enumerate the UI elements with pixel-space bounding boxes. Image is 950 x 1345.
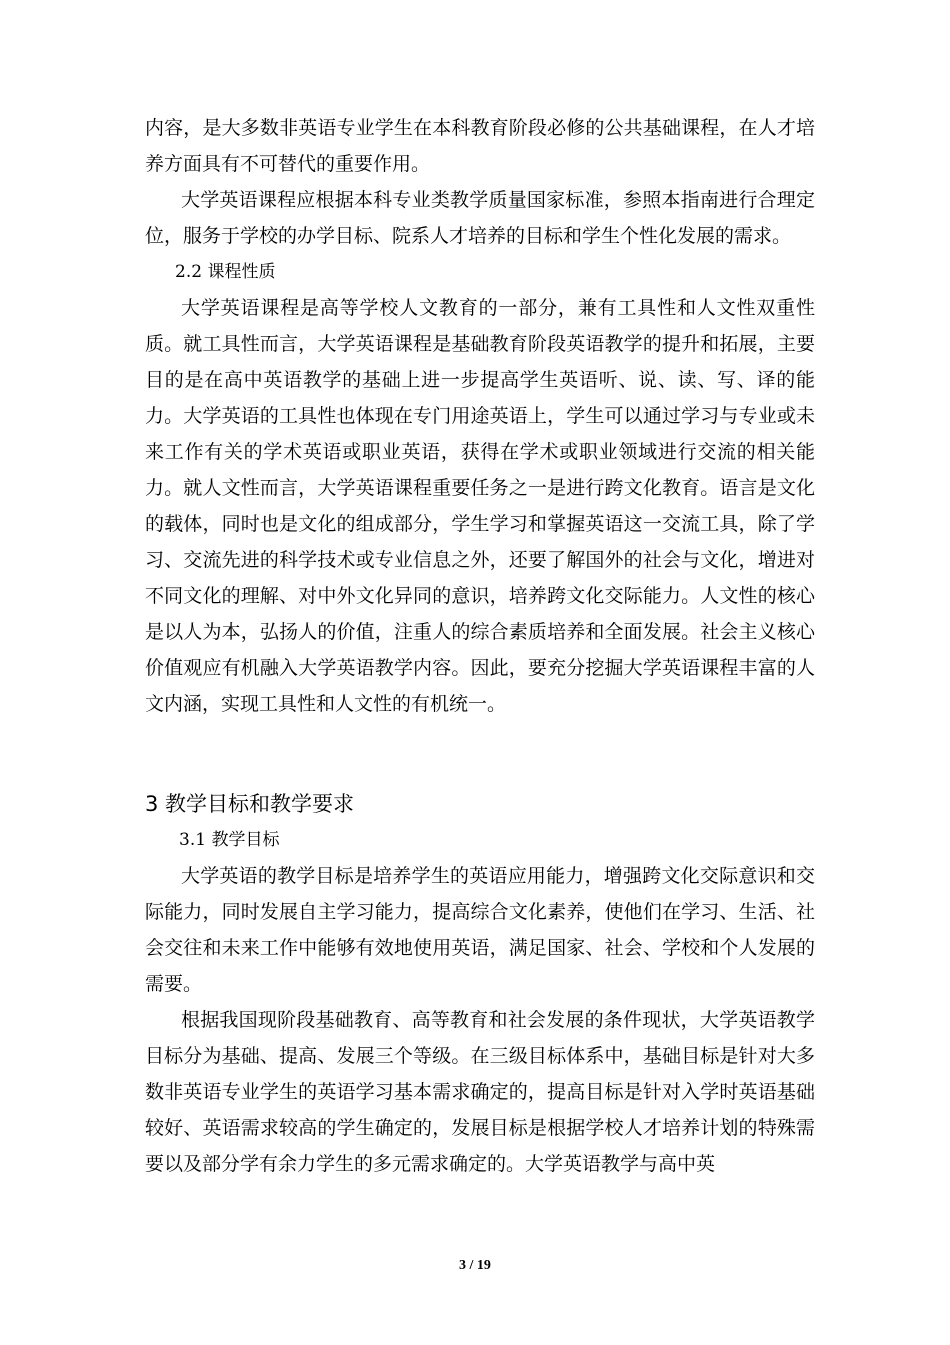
paragraph-goal-levels: 根据我国现阶段基础教育、高等教育和社会发展的条件现状，大学英语教学目标分为基础、提高、发展三个等级。在三级目标体系中，基础目标是针对大多数非英语专业学生的英语学习基本需求确定的，提高目标是针对入学时英语基础较好、英语需求较高的学生确定的，发展目标是根据学校人才培养计划的特殊需要以及部分学有余力学生的多元需求确定的。大学英语教学与高中英: [145, 1009, 815, 1175]
section-heading-3: 3 教学目标和教学要求: [145, 792, 355, 816]
page-content: [145, 110, 815, 1182]
paragraph-continued: 内容，是大多数非英语专业学生在本科教育阶段必修的公共基础课程，在人才培养方面具有不可替代的重要作用。: [145, 117, 815, 175]
section-spacer: [145, 722, 815, 786]
page-number: 3 / 19: [459, 1258, 491, 1273]
paragraph-course-positioning: 大学英语课程应根据本科专业类教学质量国家标准，参照本指南进行合理定位，服务于学校的办学目标、院系人才培养的目标和学生个性化发展的需求。: [145, 189, 815, 247]
subsection-heading-2-2: 2.2 课程性质: [175, 262, 276, 282]
paragraph-teaching-goal: 大学英语的教学目标是培养学生的英语应用能力，增强跨文化交际意识和交际能力，同时发展自主学习能力，提高综合文化素养，使他们在学习、生活、社会交往和未来工作中能够有效地使用英语，满足国家、社会、学校和个人发展的需要。: [145, 865, 815, 995]
paragraph-course-nature: 大学英语课程是高等学校人文教育的一部分，兼有工具性和人文性双重性质。就工具性而言，大学英语课程是基础教育阶段英语教学的提升和拓展，主要目的是在高中英语教学的基础上进一步提高学生英语听、说、读、写、译的能力。大学英语的工具性也体现在专门用途英语上，学生可以通过学习与专业或未来工作有关的学术英语或职业英语，获得在学术或职业领域进行交流的相关能力。就人文性而言，大学英语课程重要任务之一是进行跨文化教育。语言是文化的载体，同时也是文化的组成部分，学生学习和掌握英语这一交流工具，除了学习、交流先进的科学技术或专业信息之外，还要了解国外的社会与文化，增进对不同文化的理解、对中外文化异同的意识，培养跨文化交际能力。人文性的核心是以人为本，弘扬人的价值，注重人的综合素质培养和全面发展。社会主义核心价值观应有机融入大学英语教学内容。因此，要充分挖掘大学英语课程丰富的人文内涵，实现工具性和人文性的有机统一。: [145, 297, 815, 715]
subsection-heading-3-1: 3.1 教学目标: [179, 830, 280, 850]
